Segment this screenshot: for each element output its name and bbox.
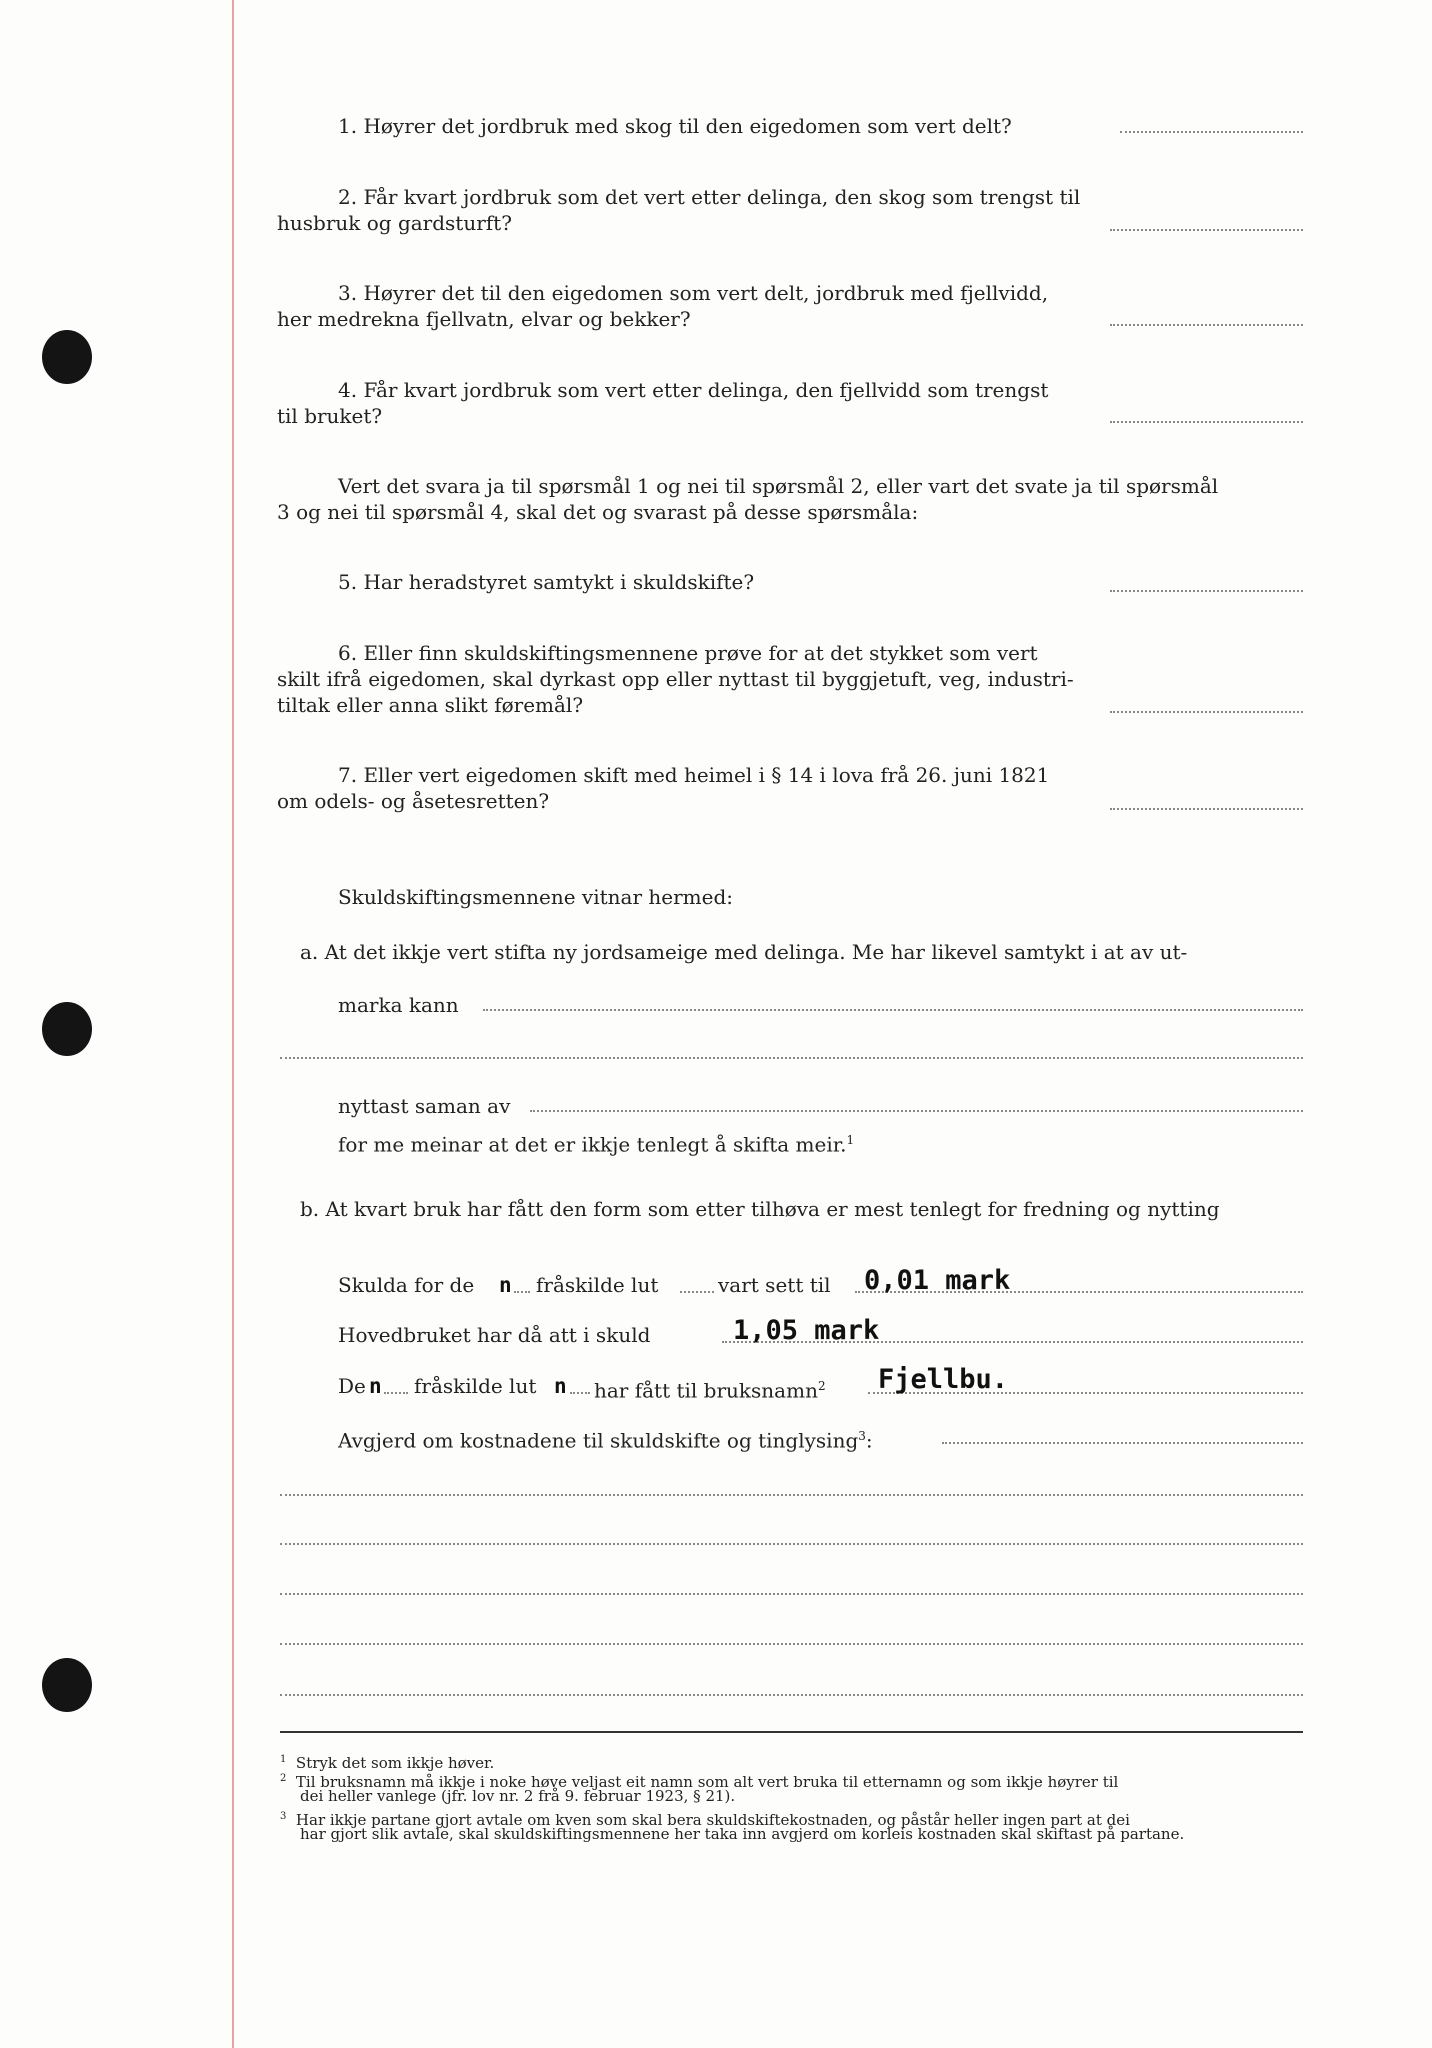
answer-line-4[interactable] [1110,421,1303,423]
question-1: 1. Høyrer det jordbruk med skog til den eigedomen som vert delt? [338,114,1012,138]
skuld-line-1-label: Skulda for de [338,1273,475,1297]
avgjerd-line-3[interactable] [280,1543,1303,1545]
footnote-rule [280,1731,1303,1733]
bruksnamn-label-c-text: har fått til bruksnamn [594,1378,818,1403]
utmark-line[interactable] [483,1009,1303,1011]
bruksnamn-label-c [594,1373,826,1405]
condition-line-2: 3 og nei til spørsmål 4, skal det og svarast på desse spørsmåla: [277,500,919,524]
question-2-line-1: 2. Får kvart jordbruk som det vert etter delinga, den skog som trengst til [338,185,1081,209]
punch-hole [42,1002,92,1056]
punch-hole [42,330,92,384]
avgjerd-label [338,1423,873,1455]
question-6-line-3: tiltak eller anna slikt føremål? [277,693,584,717]
condition-line-1: Vert det svara ja til spørsmål 1 og nei til spørsmål 2, eller vart det svate ja til spørsmål [338,474,1219,498]
footnote-3-mark: 3 [280,1811,287,1822]
answer-line-1[interactable] [1120,131,1303,133]
footnote-ref-2: 2 [817,1379,826,1393]
avgjerd-line-2[interactable] [280,1494,1303,1496]
skuld-line-1-dots-b [680,1291,714,1293]
avgjerd-line-6[interactable] [280,1694,1303,1696]
hovedbruk-label: Hovedbruket har då att i skuld [338,1323,651,1347]
footnote-1-text: Stryk det som ikkje høver. [295,1754,495,1772]
witness-a-for-text: for me meinar at det er ikkje tenlegt å skifta meir. [338,1132,847,1157]
skuld-line-1-mid: fråskilde lut [536,1273,659,1297]
question-6-line-1: 6. Eller finn skuldskiftingsmennene prøve for at det stykket som vert [338,641,1038,665]
skuld-line-1-dots-a [514,1291,530,1293]
witness-intro: Skuldskiftingsmennene vitnar hermed: [338,885,734,909]
utmark-line-2[interactable] [280,1057,1303,1059]
answer-line-5[interactable] [1110,590,1303,592]
bruksnamn-dots-b [570,1392,590,1394]
nyttast-label: nyttast saman av [338,1094,511,1118]
skuld-line-1-end: vart sett til [718,1273,831,1297]
witness-a-line-1: a. At det ikkje vert stifta ny jordsameige med delinga. Me har likevel samtykt i at av ut- [300,940,1188,964]
bruksnamn-value: Fjellbu. [878,1364,1009,1395]
avgjerd-line-5[interactable] [280,1643,1303,1645]
question-7-line-1: 7. Eller vert eigedomen skift med heimel i § 14 i lova frå 26. juni 1821 [338,763,1050,787]
punch-hole [42,1658,92,1712]
answer-line-2[interactable] [1110,229,1303,231]
question-3-line-1: 3. Høyrer det til den eigedomen som vert delt, jordbruk med fjellvidd, [338,281,1049,305]
footnote-1 [280,1751,494,1772]
witness-a-line-2: marka kann [338,993,459,1017]
avgjerd-colon: : [865,1428,873,1453]
footnote-3-text: Har ikkje partane gjort avtale om kven som skal bera skuldskiftekostnaden, og påstår heller ingen part at dei [295,1811,1130,1829]
question-4-line-2: til bruket? [277,404,383,428]
bruksnamn-label-b: fråskilde lut [414,1374,537,1398]
hovedbruk-value: 1,05 mark [733,1315,880,1346]
question-3-line-2: her medrekna fjellvatn, elvar og bekker? [277,307,691,331]
avgjerd-label-text: Avgjerd om kostnadene til skuldskifte og tinglysing [338,1428,859,1453]
question-6-line-2: skilt ifrå eigedomen, skal dyrkast opp eller nyttast til byggjetuft, veg, industri- [277,667,1074,691]
answer-line-6[interactable] [1110,711,1303,713]
answer-line-3[interactable] [1110,324,1303,326]
avgjerd-line[interactable] [942,1442,1303,1444]
bruksnamn-fill-1: n [369,1374,382,1398]
margin-line [232,0,234,2048]
footnote-2-text: Til bruksnamn må ikkje i noke høve veljast eit namn som alt vert bruka til etternamn og som ikkje høyrer til [295,1773,1119,1791]
bruksnamn-label-a: De [338,1374,366,1398]
answer-line-7[interactable] [1110,808,1303,810]
bruksnamn-fill-2: n [554,1374,567,1398]
witness-b-line-1: b. At kvart bruk har fått den form som etter tilhøva er mest tenlegt for fredning og nytting [300,1197,1220,1221]
question-2-line-2: husbruk og gardsturft? [277,211,512,235]
skuld-value: 0,01 mark [864,1265,1011,1296]
footnote-ref-1: 1 [846,1133,855,1147]
bruksnamn-dots-a [384,1392,408,1394]
skuld-line-1-fill: n [499,1273,512,1297]
footnote-1-mark: 1 [280,1754,287,1765]
question-7-line-2: om odels- og åsetesretten? [277,789,550,813]
footnote-2-line-2: dei heller vanlege (jfr. lov nr. 2 frå 9. februar 1923, § 21). [300,1787,736,1805]
witness-a-for [338,1127,854,1159]
avgjerd-line-4[interactable] [280,1593,1303,1595]
question-5: 5. Har heradstyret samtykt i skuldskifte? [338,570,755,594]
footnote-ref-3: 3 [858,1429,866,1443]
question-4-line-1: 4. Får kvart jordbruk som vert etter delinga, den fjellvidd som trengst [338,378,1049,402]
footnote-3-line-2: har gjort slik avtale, skal skuldskiftingsmennene her taka inn avgjerd om korleis kostnaden skal skiftast på partane. [300,1825,1185,1843]
nyttast-line[interactable] [530,1110,1303,1112]
footnote-2-mark: 2 [280,1773,287,1784]
